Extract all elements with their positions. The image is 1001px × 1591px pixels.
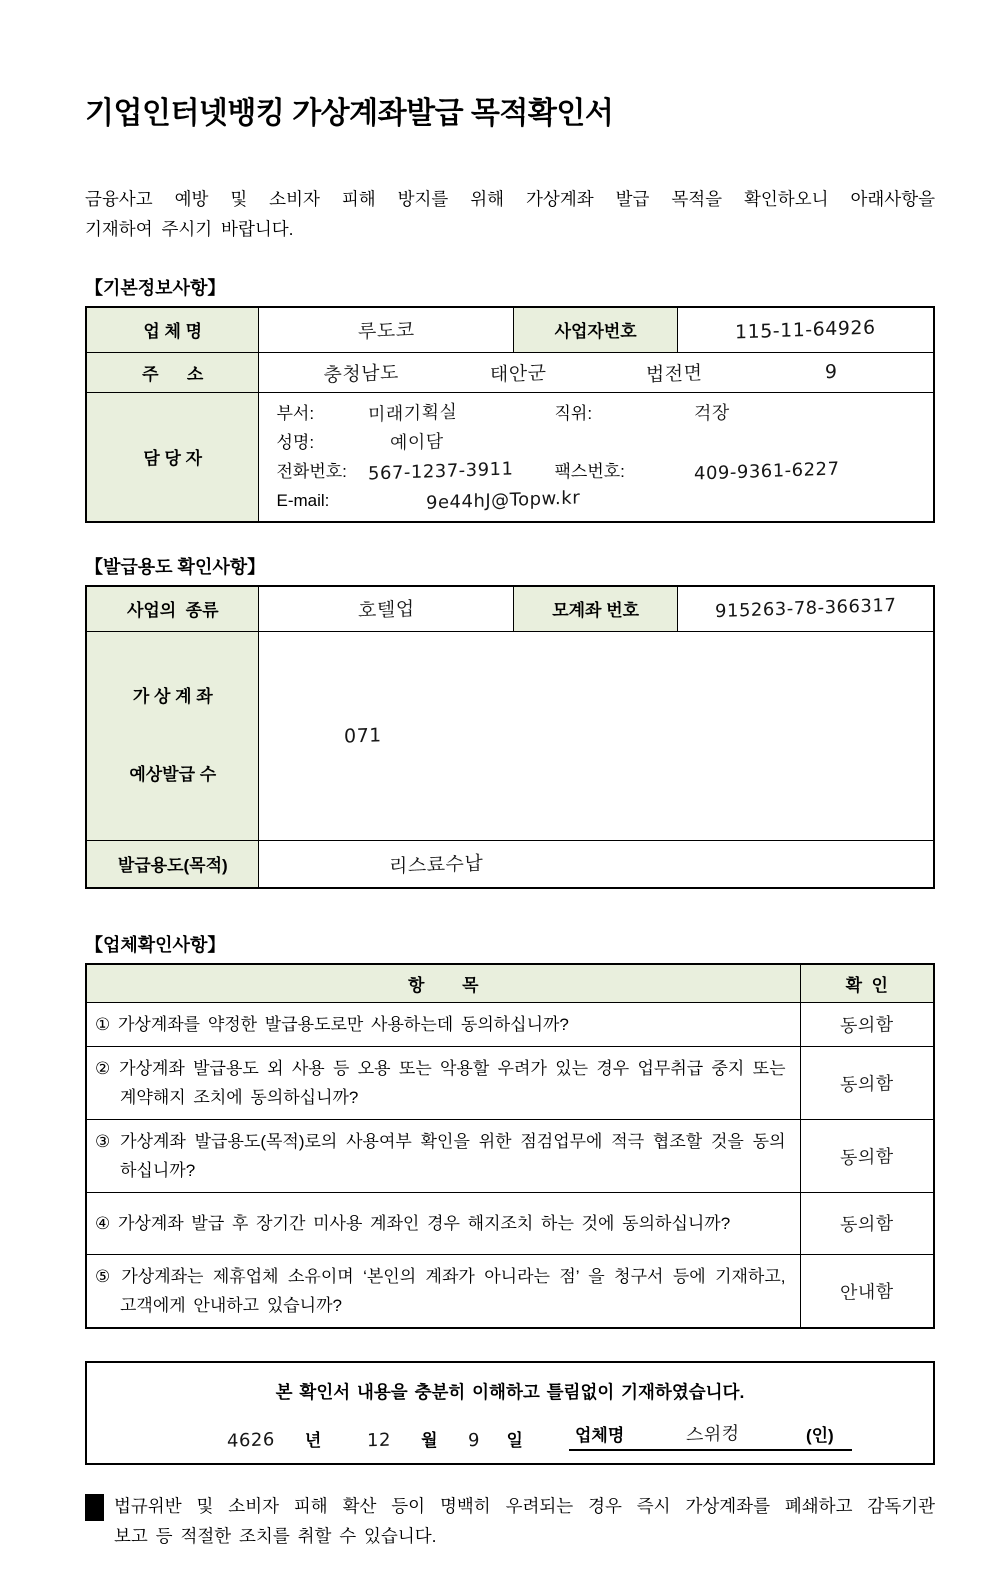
- footer-line-2: 보고 등 적절한 조치를 취할 수 있습니다.: [114, 1525, 437, 1546]
- item-text: 가상계좌 발급용도 외 사용 등 오용 또는 악용할 우려가 있는 경우 업무취급 중지 또는 계약해지 조치에 동의하십니까?: [119, 1058, 786, 1107]
- section-heading-purpose: 【발급용도 확인사항】: [85, 557, 266, 577]
- answer-value: 동의함: [839, 1213, 894, 1236]
- confirm-answer-2: [800, 1046, 934, 1119]
- phone-value: 567-1237-3911: [368, 458, 514, 485]
- table-row: [86, 631, 934, 840]
- email-value: 9e44hJ@Topw.kr: [426, 487, 581, 514]
- table-row: [86, 352, 934, 392]
- item-number: ①: [95, 1014, 111, 1034]
- parent-account-value: 915263-78-366317: [715, 595, 897, 623]
- table-row: [86, 392, 934, 522]
- month-label: 월: [421, 1430, 438, 1450]
- company-name-label: 업 체 명: [86, 307, 259, 352]
- answer-value: 동의함: [839, 1145, 894, 1169]
- manager-dept-line: [276, 399, 933, 428]
- address-province: 충청남도: [323, 361, 400, 386]
- column-header-check: 확 인: [800, 964, 934, 1002]
- sign-company-label: 업체명: [574, 1425, 625, 1445]
- item-text: 가상계좌는 제휴업체 소유이며 ‘본인의 계좌가 아니라는 점’ 을 청구서 등에 기재하고, 고객에게 안내하고 있습니까?: [120, 1266, 786, 1315]
- manager-name-line: [276, 428, 933, 457]
- answer-value: 동의함: [839, 1014, 894, 1037]
- business-number-label: 사업자번호: [513, 307, 678, 352]
- column-header-item: 항 목: [86, 964, 800, 1002]
- table-row: [86, 307, 934, 352]
- seal-label: (인): [805, 1425, 834, 1445]
- confirmation-table: [85, 963, 935, 1329]
- table-row: [86, 840, 934, 888]
- company-sign-group: [569, 1420, 852, 1451]
- position-label: 직위:: [554, 403, 593, 423]
- table-row: [86, 1192, 934, 1254]
- business-type-value: 호텔업: [357, 598, 415, 623]
- dept-value: 미래기획실: [368, 401, 458, 426]
- footer-notice: [85, 1491, 935, 1551]
- item-text: 가상계좌 발급 후 장기간 미사용 계좌인 경우 해지조치 하는 것에 동의하십니까?: [117, 1213, 731, 1233]
- section-heading-company-confirm: 【업체확인사항】: [85, 935, 226, 955]
- name-value: 예이담: [390, 430, 445, 454]
- confirm-item-2: [86, 1046, 800, 1119]
- declaration-box: [85, 1361, 935, 1465]
- expected-count-field: [259, 631, 934, 840]
- expected-count-label-line2: 예상발급 수: [129, 764, 217, 784]
- footer-line-1: 법규위반 및 소비자 피해 확산 등이 명백히 우려되는 경우 즉시 가상계좌를 폐쇄하고 감독기관: [114, 1495, 935, 1516]
- manager-field: [259, 392, 934, 522]
- expected-count-label: [86, 631, 259, 840]
- parent-account-label: 모계좌 번호: [513, 586, 678, 631]
- year-value: 4626: [227, 1428, 275, 1452]
- day-label: 일: [506, 1430, 523, 1450]
- address-field: [259, 352, 934, 392]
- company-name-field: [259, 307, 513, 352]
- expected-count-label-line1: 가 상 계 좌: [132, 686, 213, 706]
- name-label: 성명:: [276, 432, 315, 452]
- answer-value: 안내함: [839, 1280, 894, 1304]
- expected-count-value: 071: [344, 723, 383, 748]
- sign-company-value: 스위컹: [686, 1422, 740, 1446]
- fax-label: 팩스번호:: [554, 461, 625, 481]
- item-text: 가상계좌를 약정한 발급용도로만 사용하는데 동의하십니까?: [117, 1014, 569, 1034]
- address-township: 법전면: [646, 361, 703, 386]
- table-row: [86, 586, 934, 631]
- item-number: ④: [95, 1213, 111, 1233]
- table-row: [86, 1254, 934, 1328]
- business-type-field: [259, 586, 513, 631]
- declaration-statement: 본 확인서 내용을 충분히 이해하고 틀림없이 기재하였습니다.: [275, 1381, 745, 1402]
- black-square-bullet-icon: [85, 1494, 104, 1521]
- manager-email-line: [276, 486, 933, 515]
- intro-line-1: 금융사고 예방 및 소비자 피해 방지를 위해 가상계좌 발급 목적을 확인하오니 아래사항을: [85, 189, 935, 209]
- item-text: 가상계좌 발급용도(목적)로의 사용여부 확인을 위한 점검업무에 적극 협조할 것을 동의하십니까?: [120, 1131, 786, 1180]
- table-row: [86, 1119, 934, 1192]
- fax-value: 409-9361-6227: [694, 458, 840, 485]
- manager-label: 담 당 자: [86, 392, 259, 522]
- phone-label: 전화번호:: [276, 461, 347, 481]
- page-title: 기업인터넷뱅킹 가상계좌발급 목적확인서: [85, 97, 614, 130]
- confirm-answer-4: [800, 1192, 934, 1254]
- section-heading-basic-info: 【기본정보사항】: [85, 278, 226, 298]
- declaration-dateline: [87, 1420, 933, 1451]
- company-name-value: 루도코: [357, 319, 415, 344]
- table-header-row: [86, 964, 934, 1002]
- business-number-value: 115-11-64926: [735, 316, 876, 344]
- confirm-item-5: [86, 1254, 800, 1328]
- manager-phone-line: [276, 457, 933, 486]
- position-value: 걱장: [694, 402, 731, 425]
- table-row: [86, 1046, 934, 1119]
- issuance-purpose-value: 리스료수납: [389, 852, 484, 878]
- parent-account-field: [678, 586, 934, 631]
- dept-label: 부서:: [276, 403, 315, 423]
- confirm-item-4: [86, 1192, 800, 1254]
- item-number: ⑤: [95, 1266, 112, 1286]
- answer-value: 동의함: [839, 1072, 894, 1096]
- intro-line-2: 기재하여 주시기 바랍니다.: [85, 219, 294, 239]
- issuance-purpose-field: [259, 840, 934, 888]
- issuance-purpose-label: 발급용도(목적): [86, 840, 259, 888]
- month-value: 12: [367, 1429, 392, 1451]
- confirm-answer-3: [800, 1119, 934, 1192]
- year-label: 년: [304, 1430, 322, 1450]
- item-number: ②: [95, 1058, 111, 1078]
- address-county: 태안군: [489, 361, 547, 386]
- address-label: 주 소: [86, 352, 259, 392]
- address-number: 9: [824, 360, 838, 384]
- intro-text: [85, 184, 935, 244]
- confirm-answer-1: [800, 1002, 934, 1046]
- basic-info-table: [85, 306, 935, 523]
- confirm-answer-5: [800, 1254, 934, 1328]
- business-number-field: [678, 307, 934, 352]
- confirm-item-1: [86, 1002, 800, 1046]
- email-label: E-mail:: [276, 490, 330, 510]
- day-value: 9: [467, 1429, 480, 1451]
- purpose-table: [85, 585, 935, 889]
- table-row: [86, 1002, 934, 1046]
- business-type-label: 사업의 종류: [86, 586, 259, 631]
- item-number: ③: [95, 1131, 112, 1151]
- confirm-item-3: [86, 1119, 800, 1192]
